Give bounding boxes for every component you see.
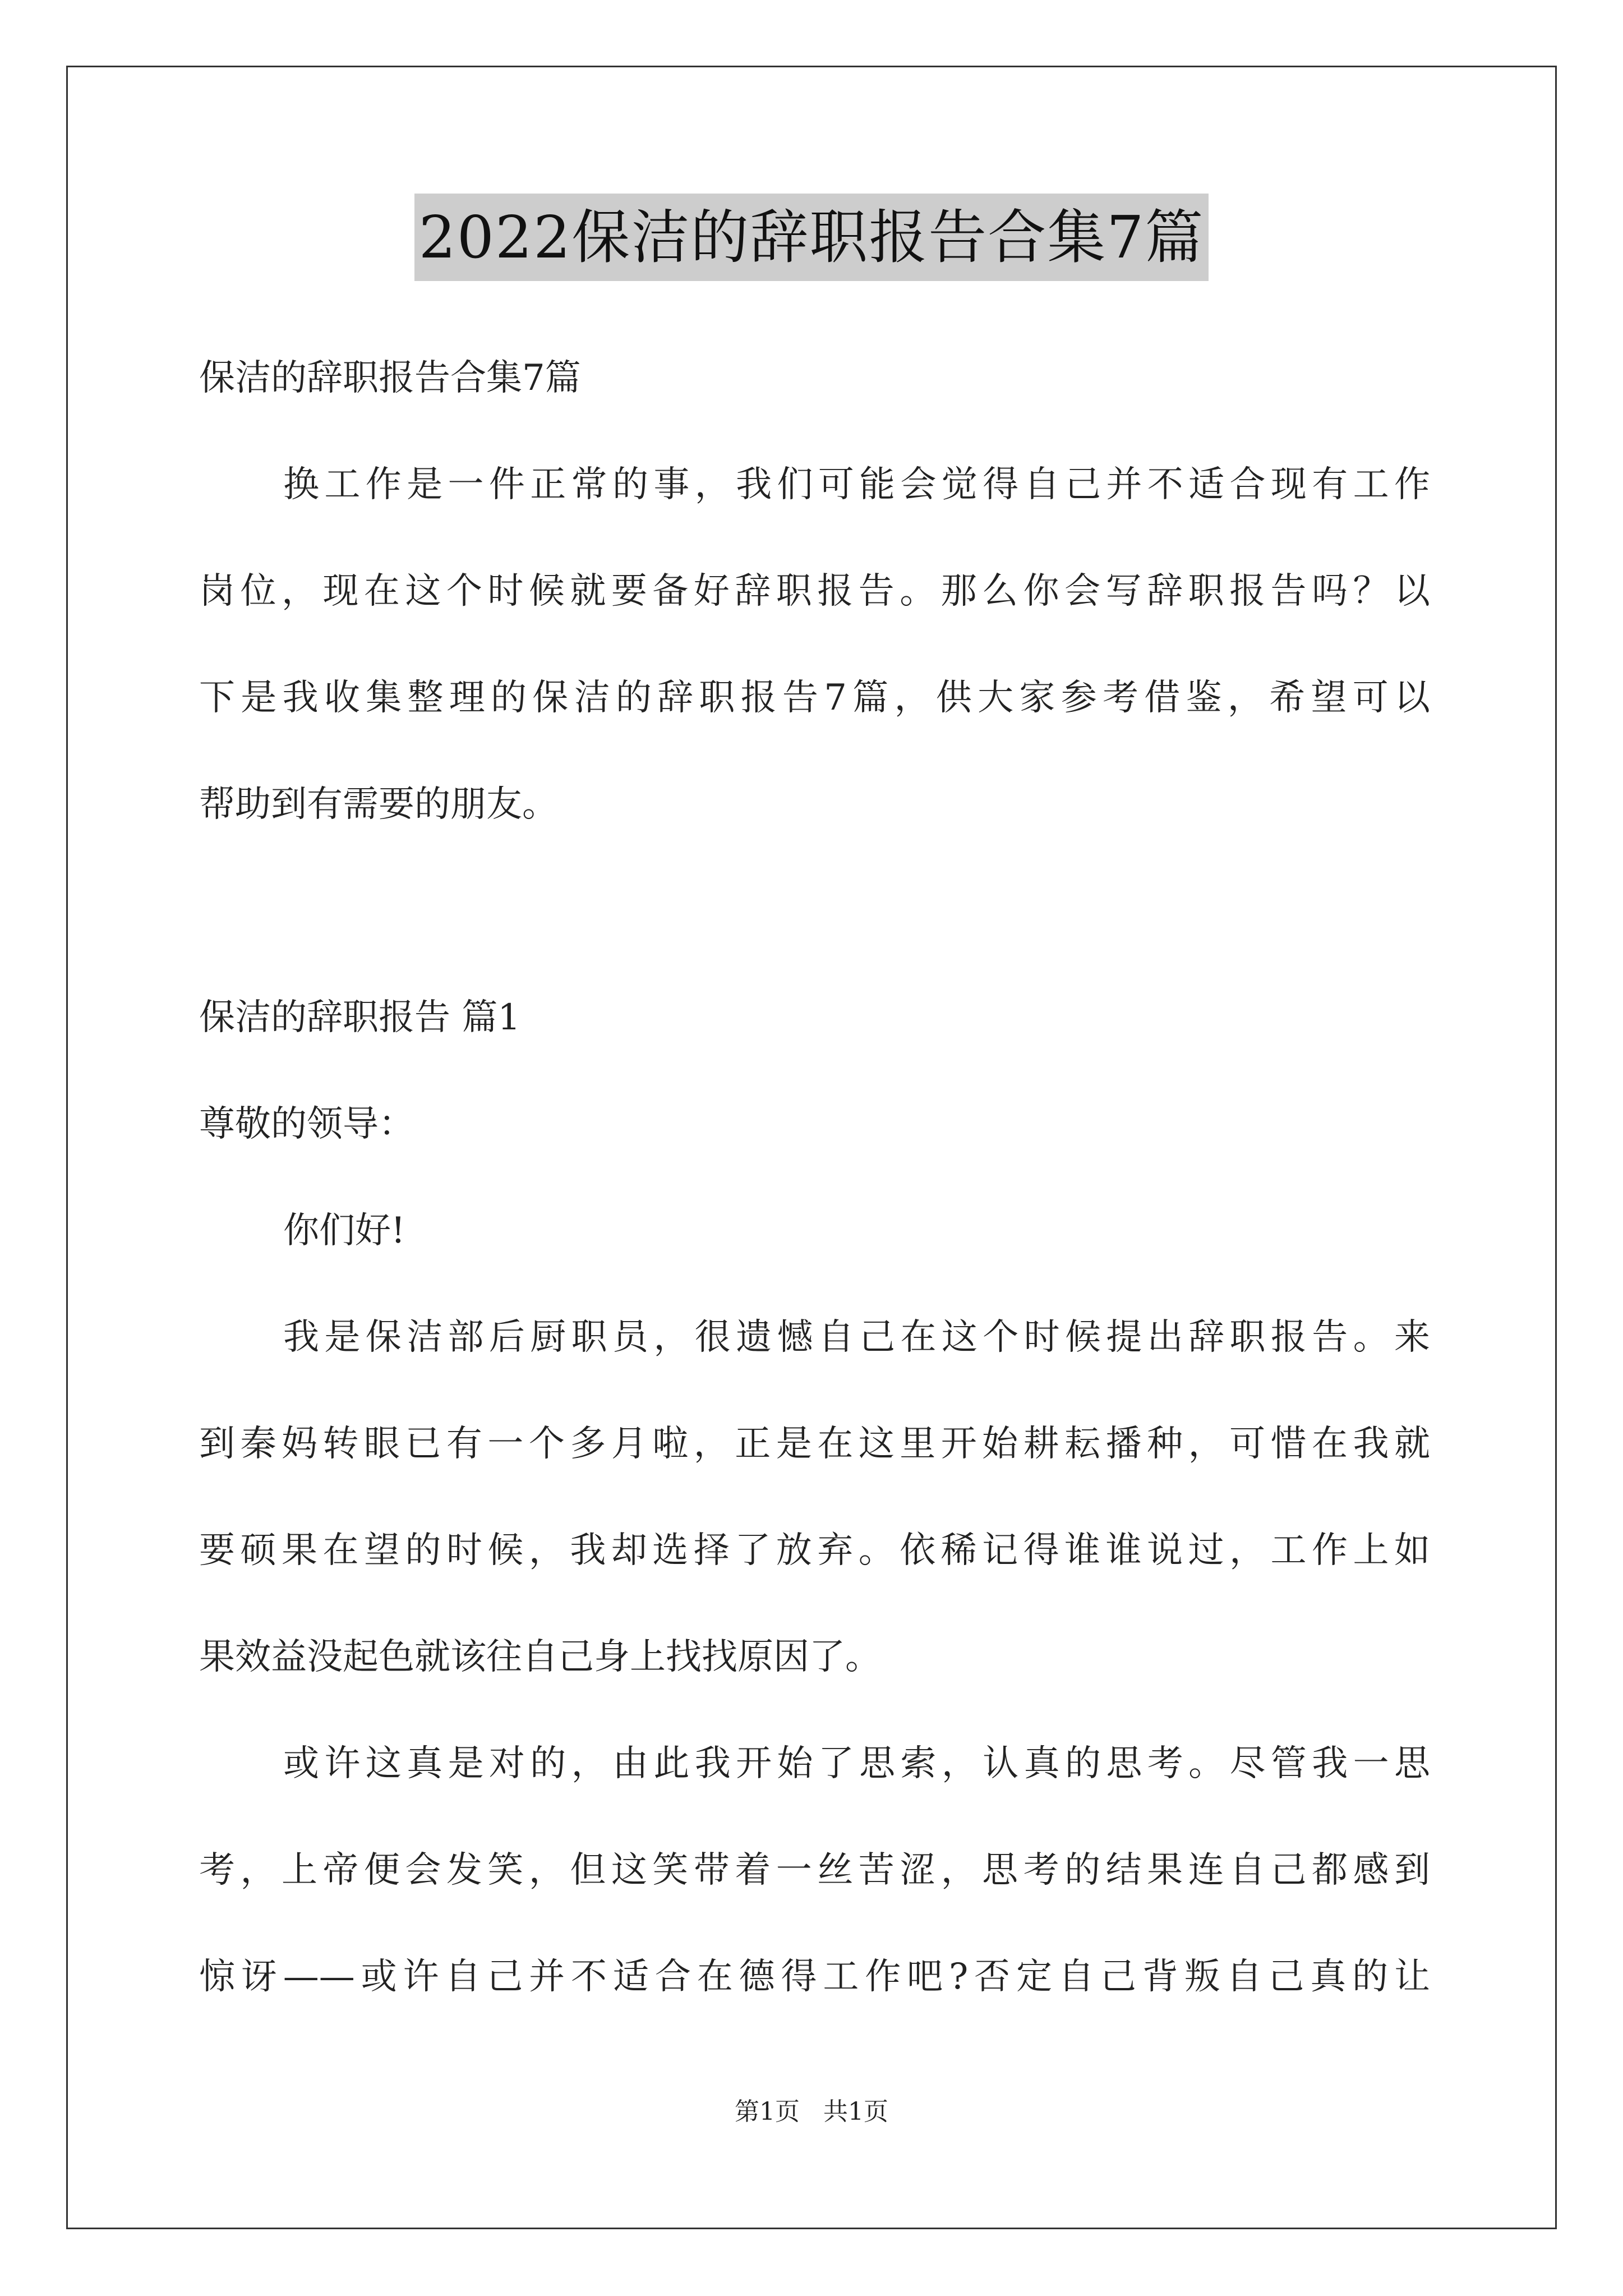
paragraph2-line-2: 考，上帝便会发笑，但这笑带着一丝苦涩，思考的结果连自己都感到 — [199, 1849, 1430, 1891]
paragraph1-line-2: 到秦妈转眼已有一个多月啦，正是在这里开始耕耘播种，可惜在我就 — [199, 1423, 1430, 1465]
greeting: 你们好! — [283, 1210, 405, 1251]
paragraph2-line-1: 或许这真是对的，由此我开始了思索，认真的思考。尽管我一思 — [283, 1743, 1430, 1784]
intro-line-1: 换工作是一件正常的事，我们可能会觉得自己并不适合现有工作 — [283, 464, 1430, 505]
section-heading: 保洁的辞职报告 篇1 — [199, 997, 521, 1038]
paragraph1-line-1: 我是保洁部后厨职员，很遗憾自己在这个时候提出辞职报告。来 — [283, 1317, 1430, 1358]
intro-line-4: 帮助到有需要的朋友。 — [199, 784, 558, 825]
document-title: 2022保洁的辞职报告合集7篇 — [414, 194, 1209, 281]
salutation: 尊敬的领导： — [199, 1103, 414, 1145]
title-container — [0, 194, 1623, 281]
page-footer — [0, 2095, 1623, 2129]
paragraph1-line-3: 要硕果在望的时候，我却选择了放弃。依稀记得谁谁说过，工作上如 — [199, 1530, 1430, 1571]
page-number: 第1页 共1页 — [735, 2097, 888, 2126]
document-subtitle: 保洁的辞职报告合集7篇 — [199, 357, 581, 399]
paragraph1-line-4: 果效益没起色就该往自己身上找找原因了。 — [199, 1636, 881, 1678]
intro-line-3: 下是我收集整理的保洁的辞职报告7篇，供大家参考借鉴，希望可以 — [199, 677, 1430, 719]
intro-line-2: 岗位，现在这个时候就要备好辞职报告。那么你会写辞职报告吗？以 — [199, 570, 1430, 612]
paragraph2-line-3: 惊讶——或许自己并不适合在德得工作吧?否定自己背叛自己真的让 — [199, 1956, 1430, 1998]
